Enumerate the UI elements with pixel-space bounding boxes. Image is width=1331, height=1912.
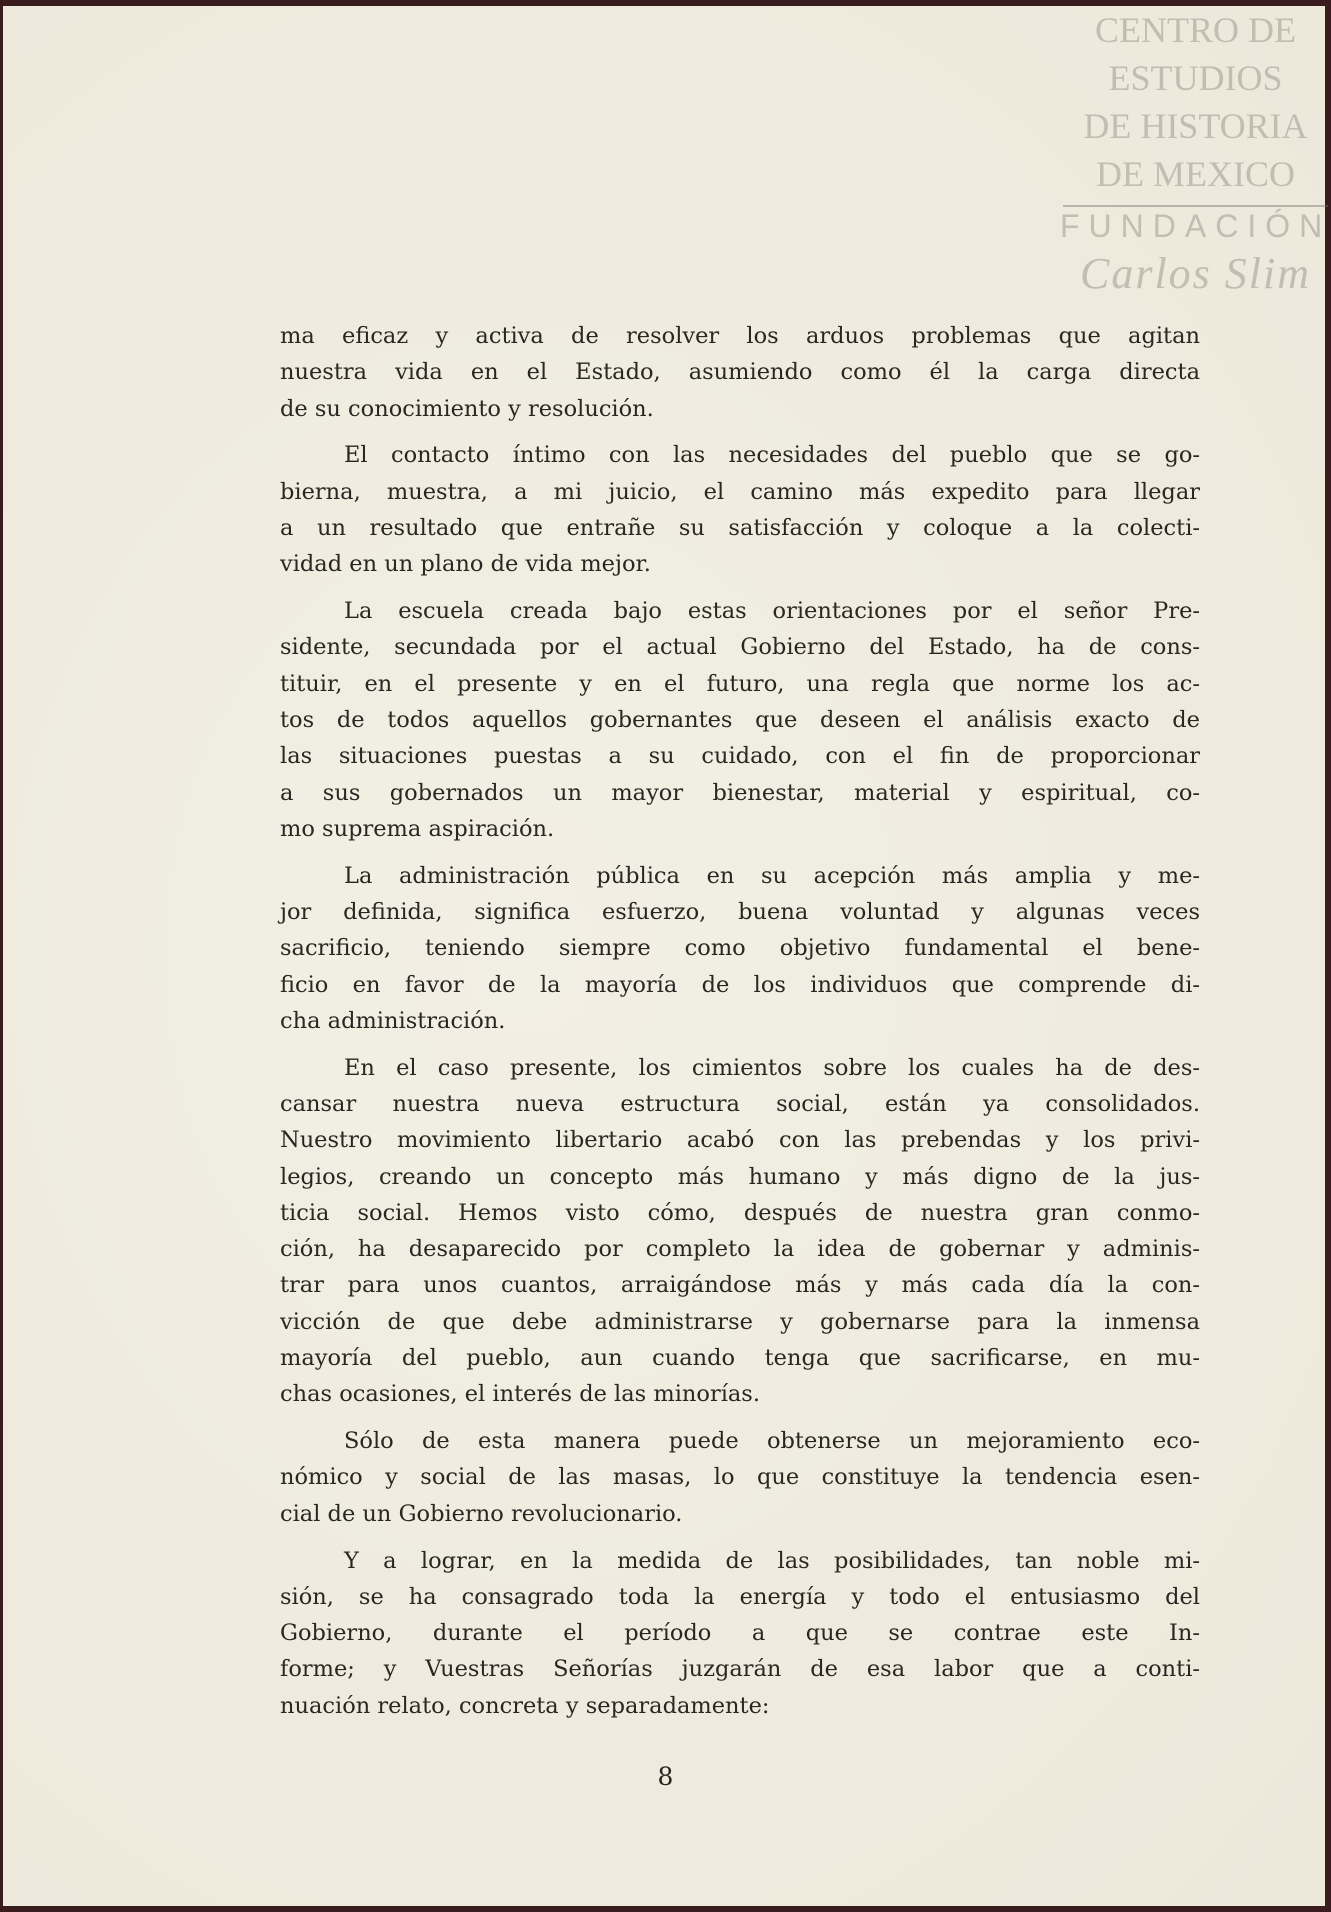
watermark-line: DE HISTORIA xyxy=(1083,106,1308,146)
text-line: ficio en favor de la mayoría de los individuos que comprende di- xyxy=(280,971,1200,998)
text-line: Nuestro movimiento libertario acabó con las prebendas y los privi- xyxy=(280,1127,1200,1154)
watermark-signature: Carlos Slim xyxy=(1079,249,1312,298)
watermark-line: DE MEXICO xyxy=(1096,154,1295,194)
text-line: chas ocasiones, el interés de las minorías. xyxy=(280,1381,761,1408)
watermark-logo xyxy=(1060,6,1331,298)
text-line: nómico y social de las masas, lo que constituye la tendencia esen- xyxy=(280,1464,1200,1491)
text-line: cial de un Gobierno revolucionario. xyxy=(280,1500,683,1527)
text-line: cha administración. xyxy=(280,1007,506,1034)
text-line: forme; y Vuestras Señorías juzgarán de esa labor que a conti- xyxy=(280,1656,1200,1683)
text-line: de su conocimiento y resolución. xyxy=(280,395,654,422)
text-line: mo suprema aspiración. xyxy=(280,815,555,842)
text-line: a sus gobernados un mayor bienestar, material y espiritual, co- xyxy=(280,779,1200,806)
body-text xyxy=(280,318,1200,1734)
text-line: las situaciones puestas a su cuidado, con el fin de proporcionar xyxy=(280,743,1200,770)
text-line: trar para unos cuantos, arraigándose más y más cada día la con- xyxy=(280,1272,1200,1299)
text-line: La escuela creada bajo estas orientaciones por el señor Pre- xyxy=(344,598,1200,625)
text-line: Sólo de esta manera puede obtenerse un mejoramiento eco- xyxy=(344,1428,1200,1455)
paragraph xyxy=(280,1050,1200,1413)
text-line: ción, ha desaparecido por completo la idea de gobernar y adminis- xyxy=(280,1236,1200,1263)
text-line: nuación relato, concreta y separadamente: xyxy=(280,1692,770,1719)
text-line: La administración pública en su acepción más amplia y me- xyxy=(344,862,1200,889)
text-line: El contacto íntimo con las necesidades del pueblo que se go- xyxy=(344,442,1200,469)
watermark-foundation: FUNDACIÓN xyxy=(1060,208,1331,244)
text-line: sión, se ha consagrado toda la energía y todo el entusiasmo del xyxy=(280,1583,1200,1610)
text-line: vidad en un plano de vida mejor. xyxy=(280,551,651,578)
paragraph xyxy=(280,1423,1200,1532)
page-number: 8 xyxy=(657,1762,674,1791)
text-line: En el caso presente, los cimientos sobre los cuales ha de des- xyxy=(344,1054,1200,1081)
paragraph xyxy=(280,593,1200,847)
text-line: tos de todos aquellos gobernantes que deseen el análisis exacto de xyxy=(280,706,1200,733)
paragraph xyxy=(280,437,1200,582)
text-line: vicción de que debe administrarse y gobernarse para la inmensa xyxy=(280,1308,1200,1335)
text-line: Gobierno, durante el período a que se contrae este In- xyxy=(280,1620,1200,1647)
text-line: sidente, secundada por el actual Gobierno del Estado, ha de cons- xyxy=(280,634,1200,661)
watermark-line: ESTUDIOS xyxy=(1108,58,1283,98)
paragraph xyxy=(280,318,1200,427)
paragraph xyxy=(280,858,1200,1039)
watermark-line: CENTRO DE xyxy=(1095,10,1296,50)
text-line: tituir, en el presente y en el futuro, una regla que norme los ac- xyxy=(280,670,1200,697)
paragraph xyxy=(280,1543,1200,1724)
text-line: jor definida, significa esfuerzo, buena voluntad y algunas veces xyxy=(280,898,1200,925)
text-line: Y a lograr, en la medida de las posibilidades, tan noble mi- xyxy=(344,1547,1200,1574)
text-line: sacrificio, teniendo siempre como objetivo fundamental el bene- xyxy=(280,935,1200,962)
text-line: a un resultado que entrañe su satisfacción y coloque a la colecti- xyxy=(280,514,1200,541)
text-line: bierna, muestra, a mi juicio, el camino más expedito para llegar xyxy=(280,478,1200,505)
text-line: ticia social. Hemos visto cómo, después de nuestra gran conmo- xyxy=(280,1199,1200,1226)
text-line: ma eficaz y activa de resolver los arduos problemas que agitan xyxy=(280,323,1200,349)
text-line: mayoría del pueblo, aun cuando tenga que sacrificarse, en mu- xyxy=(280,1345,1200,1372)
text-line: cansar nuestra nueva estructura social, están ya consolidados. xyxy=(280,1090,1200,1117)
text-line: nuestra vida en el Estado, asumiendo como él la carga directa xyxy=(280,359,1200,386)
text-line: legios, creando un concepto más humano y más digno de la jus- xyxy=(280,1163,1200,1190)
watermark-divider xyxy=(1063,205,1328,207)
